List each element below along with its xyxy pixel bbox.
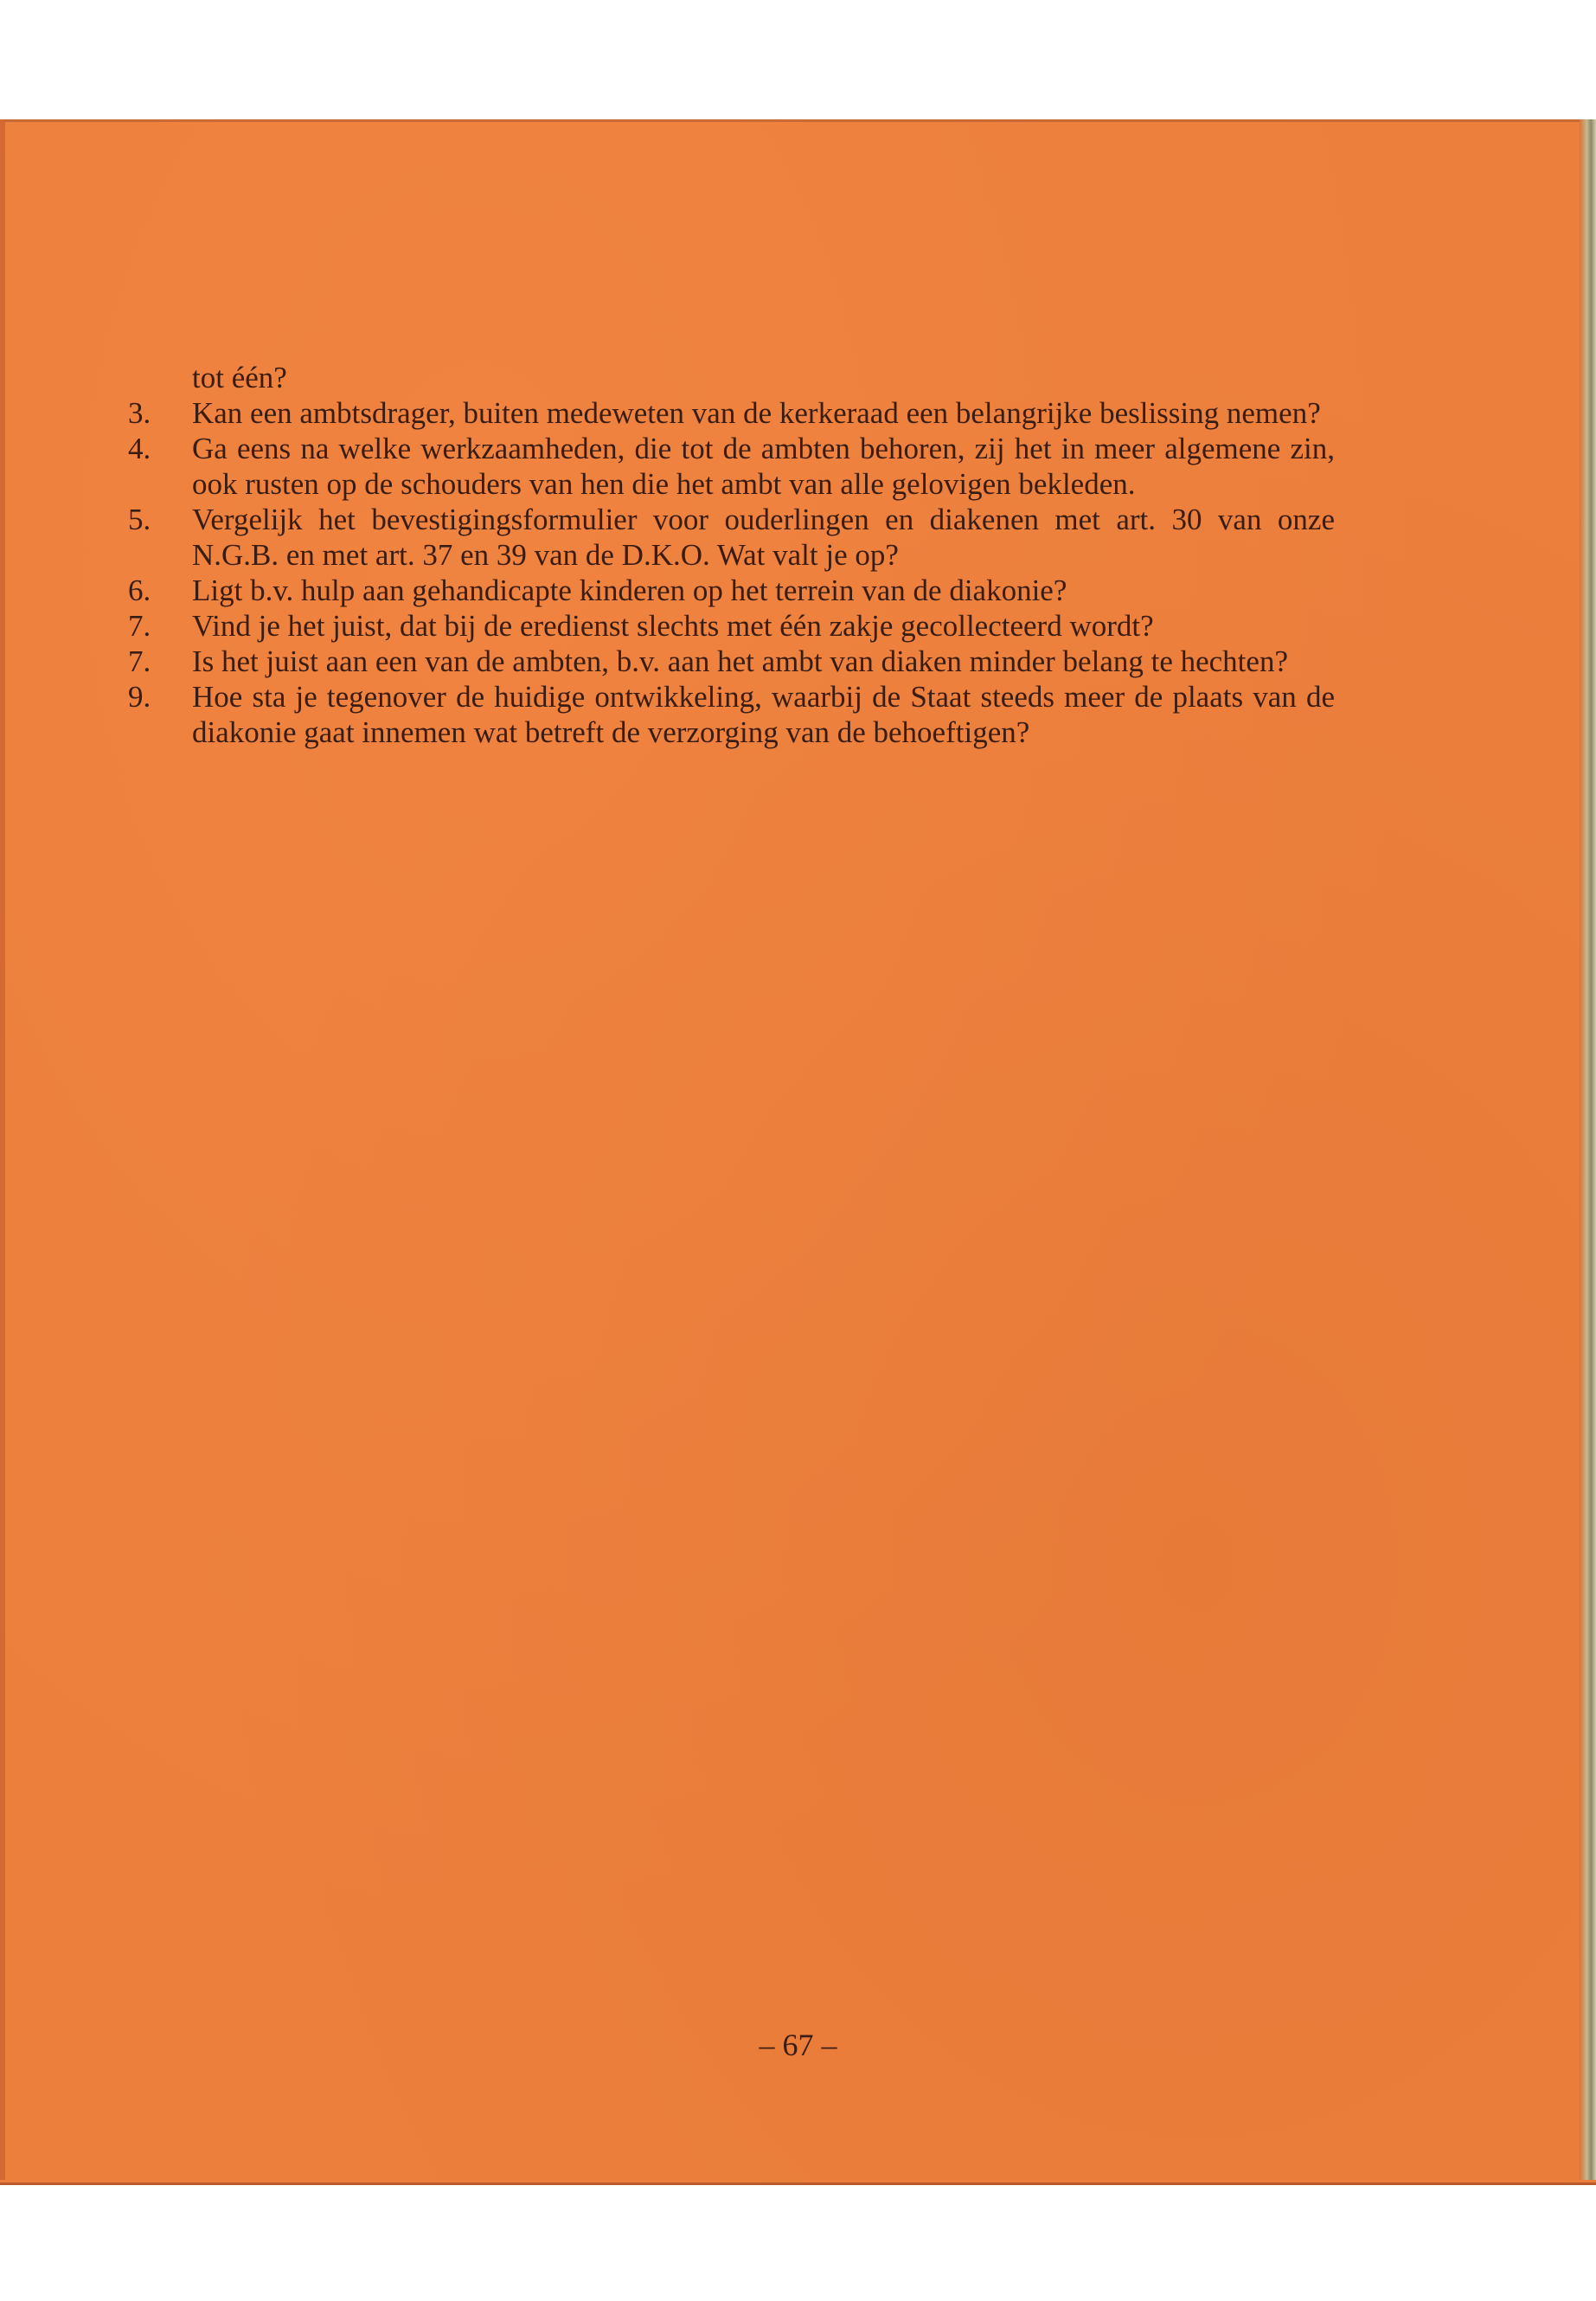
question-text: Hoe sta je tegenover de huidige ontwikkeling, waarbij de Staat steeds meer de plaats van de diakonie gaat innemen wat betreft de verzorging van de behoeftigen?: [192, 680, 1335, 749]
continuation-line: [128, 360, 1335, 395]
question-item: [128, 502, 1335, 573]
continuation-text: tot één?: [192, 361, 287, 394]
question-number: 9.: [128, 680, 151, 714]
question-text: Kan een ambtsdrager, buiten medeweten van de kerkeraad een belangrijke beslissing nemen?: [192, 396, 1321, 430]
question-list: [128, 360, 1335, 750]
question-item: [128, 608, 1335, 644]
question-number: 7.: [128, 644, 151, 678]
question-number: 4.: [128, 432, 151, 465]
question-number: 7.: [128, 609, 151, 643]
question-text: Is het juist aan een van de ambten, b.v. aan het ambt van diaken minder belang te hechten?: [192, 644, 1288, 678]
question-text: Vergelijk het bevestigingsformulier voor ouderlingen en diakenen met art. 30 van onze N.G.B. en met art. 37 en 39 van de D.K.O. Wat valt je op?: [192, 503, 1335, 572]
question-item: [128, 679, 1335, 750]
question-item: [128, 644, 1335, 679]
question-number: 5.: [128, 503, 151, 536]
page-right-edge: [1580, 119, 1596, 2180]
question-text: Ligt b.v. hulp aan gehandicapte kinderen op het terrein van de diakonie?: [192, 574, 1067, 607]
question-number: 6.: [128, 574, 151, 607]
empty-number: [128, 360, 192, 395]
page-number: – 67 –: [759, 2028, 837, 2062]
page-left-edge: [0, 119, 5, 2180]
question-number: 3.: [128, 396, 151, 430]
question-item: [128, 573, 1335, 608]
question-item: [128, 395, 1335, 431]
question-text: Ga eens na welke werkzaamheden, die tot de ambten behoren, zij het in meer algemene zin, ook rusten op de schouders van hen die het ambt van alle gelovigen bekleden.: [192, 432, 1335, 501]
question-text: Vind je het juist, dat bij de eredienst slechts met één zakje gecollecteerd wordt?: [192, 609, 1154, 643]
question-item: [128, 431, 1335, 502]
